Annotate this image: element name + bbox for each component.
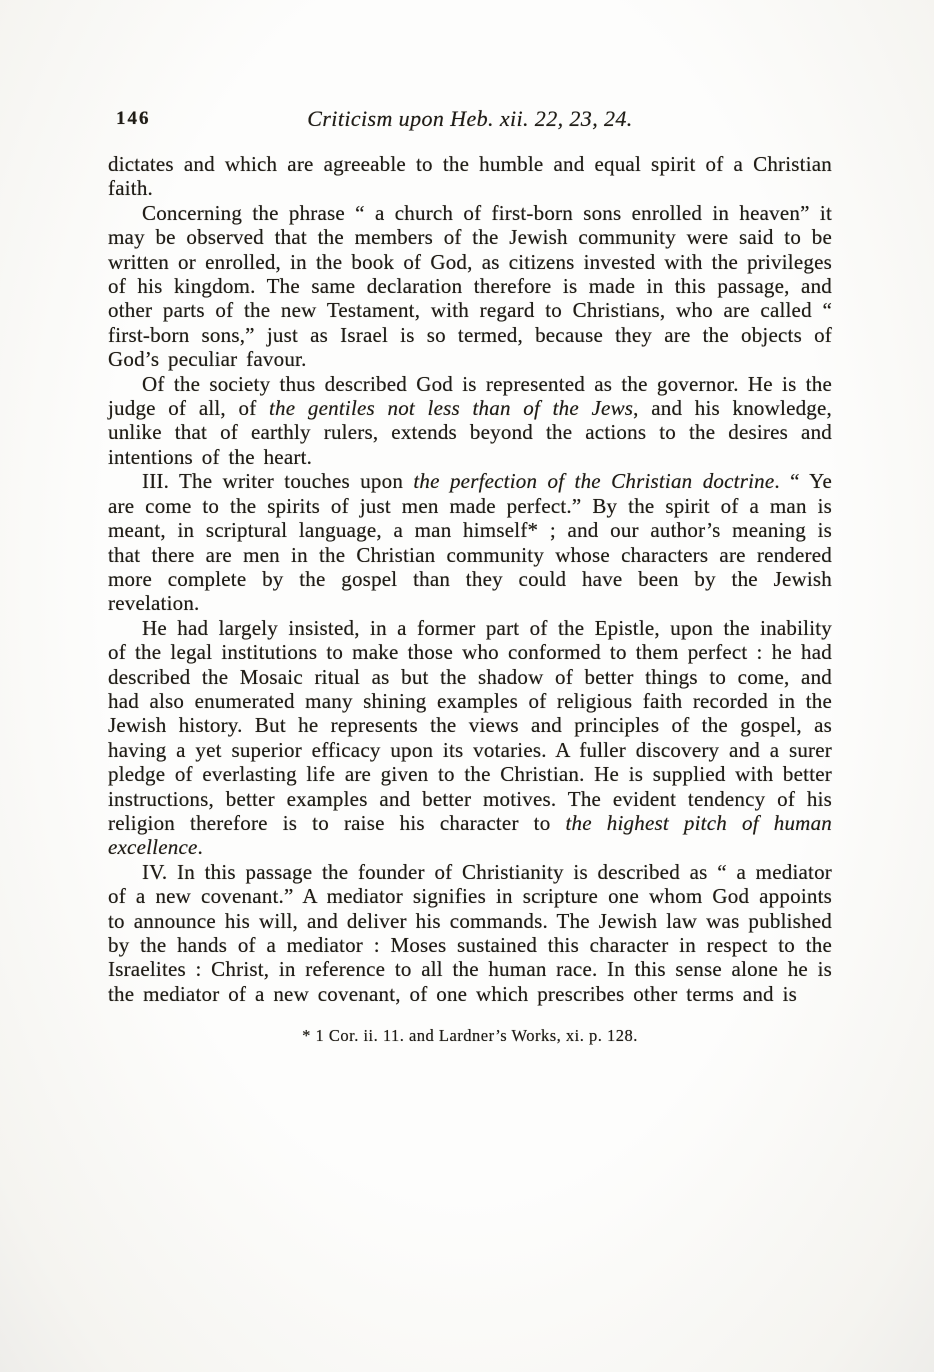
text-segment: Concerning the phrase “ a church of first-born sons enrolled in heaven” it may be observed that the members of the Jewish community were said to be written or enrolled, in the book of God, as citizens invested with the privileges of his kingdom. The same declaration therefore is made in this passage, and other parts of the new Testament, with regard to Christians, who are called “ first-born sons,” just as Israel is so termed, because they are the objects of God’s peculiar favour.	[108, 200, 832, 372]
text-segment: III. The writer touches upon	[142, 469, 414, 494]
footnote-text: * 1 Cor. ii. 11. and Lardner’s Works, xi. p. 128.	[302, 1026, 638, 1046]
paragraph-1	[108, 152, 832, 201]
paragraph-3	[108, 372, 832, 470]
text-segment-italic: the perfection of the Christian doctrine	[413, 469, 775, 494]
paragraph-6	[108, 860, 832, 1006]
text-segment: .	[197, 835, 203, 860]
running-title: Criticism upon Heb. xii. 22, 23, 24.	[307, 106, 633, 131]
paragraph-2	[108, 201, 832, 372]
text-segment: dictates and which are agreeable to the humble and equal spirit of a Christian faith.	[108, 152, 832, 201]
text-segment-italic: the gentiles not less than of the Jews	[269, 396, 634, 421]
paragraph-5	[108, 616, 832, 860]
footnote	[108, 1026, 832, 1046]
page-number: 146	[116, 108, 151, 129]
page-header	[108, 106, 832, 136]
text-segment: IV. In this passage the founder of Christianity is described as “ a mediator of a new covenant.” A mediator signifies in scripture one whom God appoints to announce his will, and deliver his commands. The Jewish law was published by the hands of a mediator : Moses sustained this character in respect to the Israelites : Christ, in reference to all the human race. In this sense alone he is the mediator of a new covenant, of one which prescribes other terms and is	[108, 859, 832, 1006]
text-segment: He had largely insisted, in a former part of the Epistle, upon the inability of the legal institutions to make those who conformed to them perfect : he had described the Mosaic ritual as but the shadow of better things to come, and had also enumerated many shining examples of religious faith recorded in the Jewish history. But he represents the views and principles of the gospel, as having a yet superior efficacy upon its votaries. A fuller discovery and a surer pledge of everlasting life are given to the Christian. He is supplied with better instructions, better examples and better motives. The evident tendency of his religion therefore is to raise his character to	[108, 615, 832, 835]
text-segment: Of the society thus described God is represented as the governor. He is the judge of all, of	[108, 371, 832, 421]
text-segment: . “ Ye are come to the spirits of just men made perfect.” By the spirit of a man is meant, in scriptural language, a man himself* ; and our author’s meaning is that there are men in the Christian community whose characters are rendered more complete by the gospel than they could have been by the Jewish revelation.	[108, 469, 832, 616]
text-segment-italic: the highest pitch of human excellence	[108, 810, 832, 860]
text-segment: , and his knowledge, unlike that of earthly rulers, extends beyond the actions to the desires and intentions of the heart.	[108, 396, 833, 469]
paragraph-4	[108, 469, 832, 615]
page-body	[108, 152, 832, 1006]
